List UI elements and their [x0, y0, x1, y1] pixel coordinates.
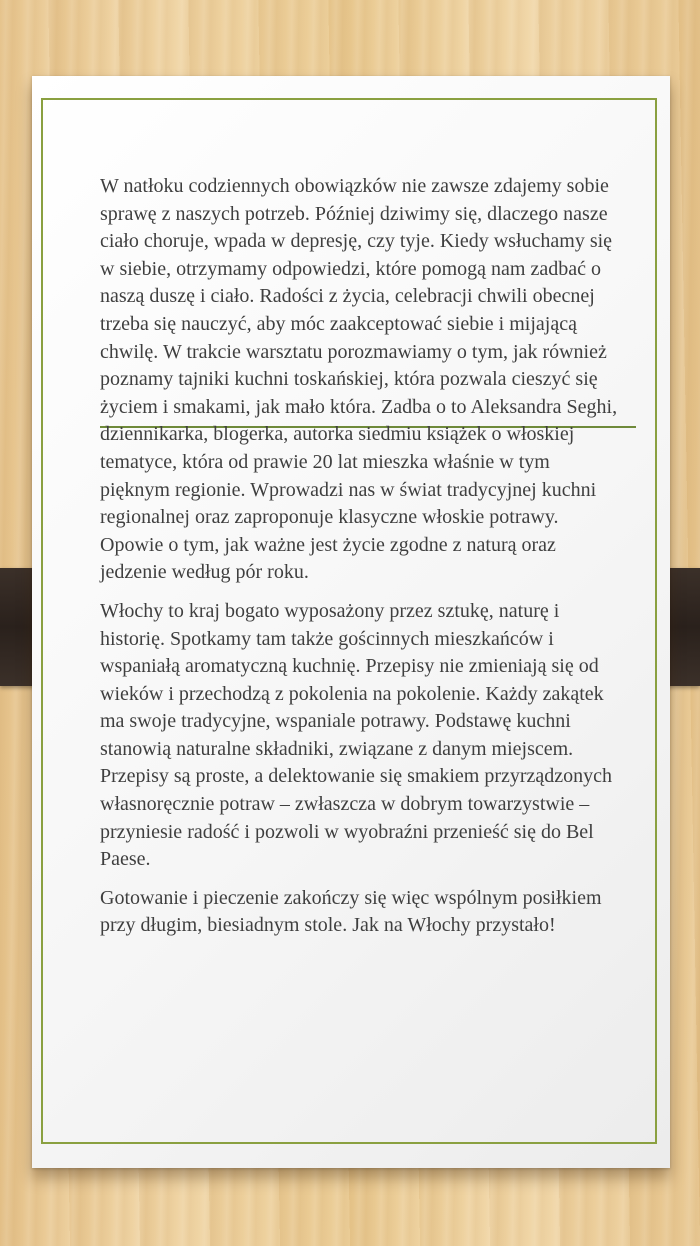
- body-text: [100, 173, 620, 951]
- paragraph-3: Gotowanie i pieczenie zakończy się więc wspólnym posiłkiem przy długim, biesiadnym stole. Jak na Włochy przystało!: [100, 886, 602, 937]
- paragraph-2: Włochy to kraj bogato wyposażony przez sztukę, naturę i historię. Spotkamy tam także gościnnych mieszkańców i wspaniałą aromatyczną kuchnię. Przepisy nie zmieniają się od wieków i przechodzą z pokolenia na pokolenie. Każdy zakątek ma swoje tradycyjne, wspaniale potrawy. Podstawę kuchni stanowią naturalne składniki, związane z danym miejscem. Przepisy są proste, a delektowanie się smakiem przyrządzonych własnoręcznie potraw – zwłaszcza w dobrym towarzystwie – przyniesie radość i pozwoli w wyobraźni przenieść się do Bel Paese.: [100, 599, 613, 871]
- paragraph-1: W natłoku codziennych obowiązków nie zawsze zdajemy sobie sprawę z naszych potrzeb. Później dziwimy się, dlaczego nasze ciało choruje, wpada w depresję, czy tyje. Kiedy wsłuchamy się w siebie, otrzymamy odpowiedzi, które pomogą nam zadbać o naszą duszę i ciało. Radości z życia, celebracji chwili obecnej trzeba się nauczyć, aby móc zaakceptować siebie i mijającą chwilę. W trakcie warsztatu porozmawiamy o tym, jak również poznamy tajniki kuchni toskańskiej, która pozwala cieszyć się życiem i smakami, jak mało która. Zadba o to Aleksandra Seghi, dziennikarka, blogerka, autorka siedmiu książek o włoskiej tematyce, która od prawie 20 lat mieszka właśnie w tym pięknym regionie. Wprowadzi nas w świat tradycyjnej kuchni regionalnej oraz zaproponuje klasyczne włoskie potrawy. Opowie o tym, jak ważne jest życie zgodne z naturą oraz jedzenie według pór roku.: [100, 175, 618, 584]
- text-card: [32, 76, 670, 1168]
